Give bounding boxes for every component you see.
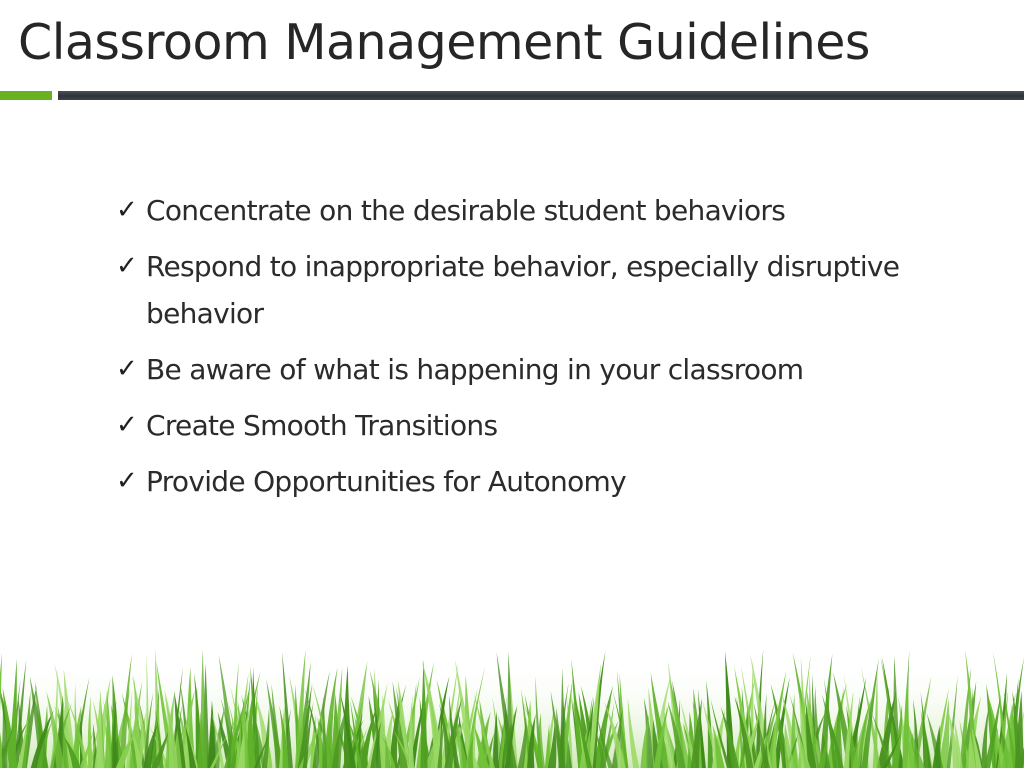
checkmark-icon: ✓ (116, 251, 138, 281)
bullet-text: Respond to inappropriate behavior, especially disruptive behavior (146, 250, 900, 330)
bullet-item (116, 243, 976, 337)
bullet-text: Provide Opportunities for Autonomy (146, 465, 626, 498)
bullet-text: Create Smooth Transitions (146, 409, 498, 442)
checkmark-icon: ✓ (116, 354, 138, 384)
title-accent-bar (0, 91, 52, 100)
title-divider-bar (58, 91, 1024, 100)
bullet-item (116, 187, 976, 234)
checkmark-icon: ✓ (116, 195, 138, 225)
bullet-item (116, 402, 976, 449)
checkmark-icon: ✓ (116, 466, 138, 496)
grass-border-image (0, 600, 1024, 768)
bullet-text: Be aware of what is happening in your classroom (146, 353, 804, 386)
checkmark-icon: ✓ (116, 410, 138, 440)
bullet-text: Concentrate on the desirable student behaviors (146, 194, 786, 227)
bullet-item (116, 458, 976, 505)
slide-title: Classroom Management Guidelines (18, 14, 870, 71)
bullet-item (116, 346, 976, 393)
bullet-list (116, 187, 976, 514)
